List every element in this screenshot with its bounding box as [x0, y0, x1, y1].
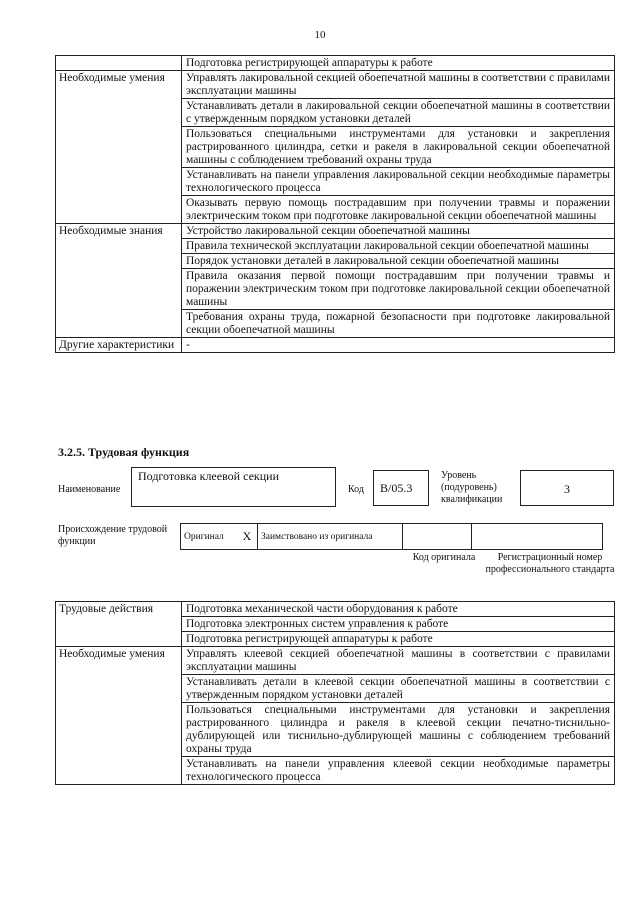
table-row	[56, 224, 615, 239]
knowledge-item: Правила оказания первой помощи пострадавшим при получении травмы и поражении электрическим током при подготовке лакировальной секции обоепечатной машины	[182, 269, 615, 310]
origin-label: Происхождение трудовой функции	[58, 524, 168, 547]
table-row	[56, 71, 615, 99]
table-row	[56, 338, 615, 353]
skill-item: Устанавливать на панели управления клеевой секции необходимые параметры технологического процесса	[182, 757, 615, 785]
action-item: Подготовка механической части оборудования к работе	[182, 602, 615, 617]
knowledge-item: Порядок установки деталей в лакировальной секции обоепечатной машины	[182, 254, 615, 269]
code-original-cell	[403, 524, 472, 550]
origin-table	[180, 523, 603, 550]
name-value: Подготовка клеевой секции	[138, 469, 279, 483]
empty-cell	[56, 56, 182, 71]
table-row	[56, 602, 615, 617]
knowledge-item: Требования охраны труда, пожарной безопасности при подготовке лакировальной секции обоепечатной машины	[182, 310, 615, 338]
section-heading: 3.2.5. Трудовая функция	[58, 445, 190, 459]
knowledge-item: Устройство лакировальной секции обоепечатной машины	[182, 224, 615, 239]
knowledge-item: Правила технической эксплуатации лакировальной секции обоепечатной машины	[182, 239, 615, 254]
action-item: Подготовка электронных систем управления к работе	[182, 617, 615, 632]
skill-item: Устанавливать на панели управления лакировальной секции необходимые параметры технологического процесса	[182, 168, 615, 196]
borrowed-label: Заимствовано из оригинала	[258, 524, 403, 550]
skill-item: Оказывать первую помощь пострадавшим при получении травмы и поражении электрическим током при подготовке лакировальной секции обоепечатной машины	[182, 196, 615, 224]
continuation-table	[55, 55, 615, 353]
table-row	[56, 647, 615, 675]
other-value: -	[182, 338, 615, 353]
skill-item: Пользоваться специальными инструментами для установки и закрепления растрированного цилиндра, сетки и ракеля в лакировальной секции обоепечатной машины с соблюдением требований охраны труда	[182, 127, 615, 168]
other-label: Другие характеристики	[56, 338, 182, 353]
original-label: Оригинал	[181, 524, 238, 550]
level-label: Уровень (подуровень) квалификации	[441, 470, 503, 505]
skill-item: Пользоваться специальными инструментами для установки и закрепления растрированного цилиндра и ракеля в клеевой секции печатно-тиснильно-дублирующей или тиснильно-дублирующей машины с соблюдением требований охраны труда	[182, 703, 615, 757]
code-value: B/05.3	[380, 481, 413, 495]
skill-item: Устанавливать детали в клеевой секции обоепечатной машины в соответствии с утвержденным порядком установки деталей	[182, 675, 615, 703]
knowledge-label: Необходимые знания	[56, 224, 182, 338]
page-number: 10	[314, 29, 326, 41]
skills-label: Необходимые умения	[56, 647, 182, 785]
original-mark: X	[237, 524, 258, 550]
skill-item: Устанавливать детали в лакировальной секции обоепечатной машины в соответствии с утвержденным порядком установки деталей	[182, 99, 615, 127]
function-table	[55, 601, 615, 785]
action-item: Подготовка регистрирующей аппаратуры к работе	[182, 632, 615, 647]
code-label: Код	[348, 484, 364, 495]
level-value: 3	[564, 482, 570, 496]
table-row	[56, 56, 615, 71]
reg-number-cell	[472, 524, 603, 550]
skill-item: Управлять клеевой секцией обоепечатной машины в соответствии с правилами эксплуатации машины	[182, 647, 615, 675]
skills-label: Необходимые умения	[56, 71, 182, 224]
skill-item: Управлять лакировальной секцией обоепечатной машины в соответствии с правилами эксплуатации машины	[182, 71, 615, 99]
name-label: Наименование	[58, 484, 121, 495]
actions-label: Трудовые действия	[56, 602, 182, 647]
table-cell: Подготовка регистрирующей аппаратуры к работе	[182, 56, 615, 71]
reg-number-label: Регистрационный номер профессионального стандарта	[485, 552, 615, 575]
code-original-label: Код оригинала	[412, 552, 476, 563]
